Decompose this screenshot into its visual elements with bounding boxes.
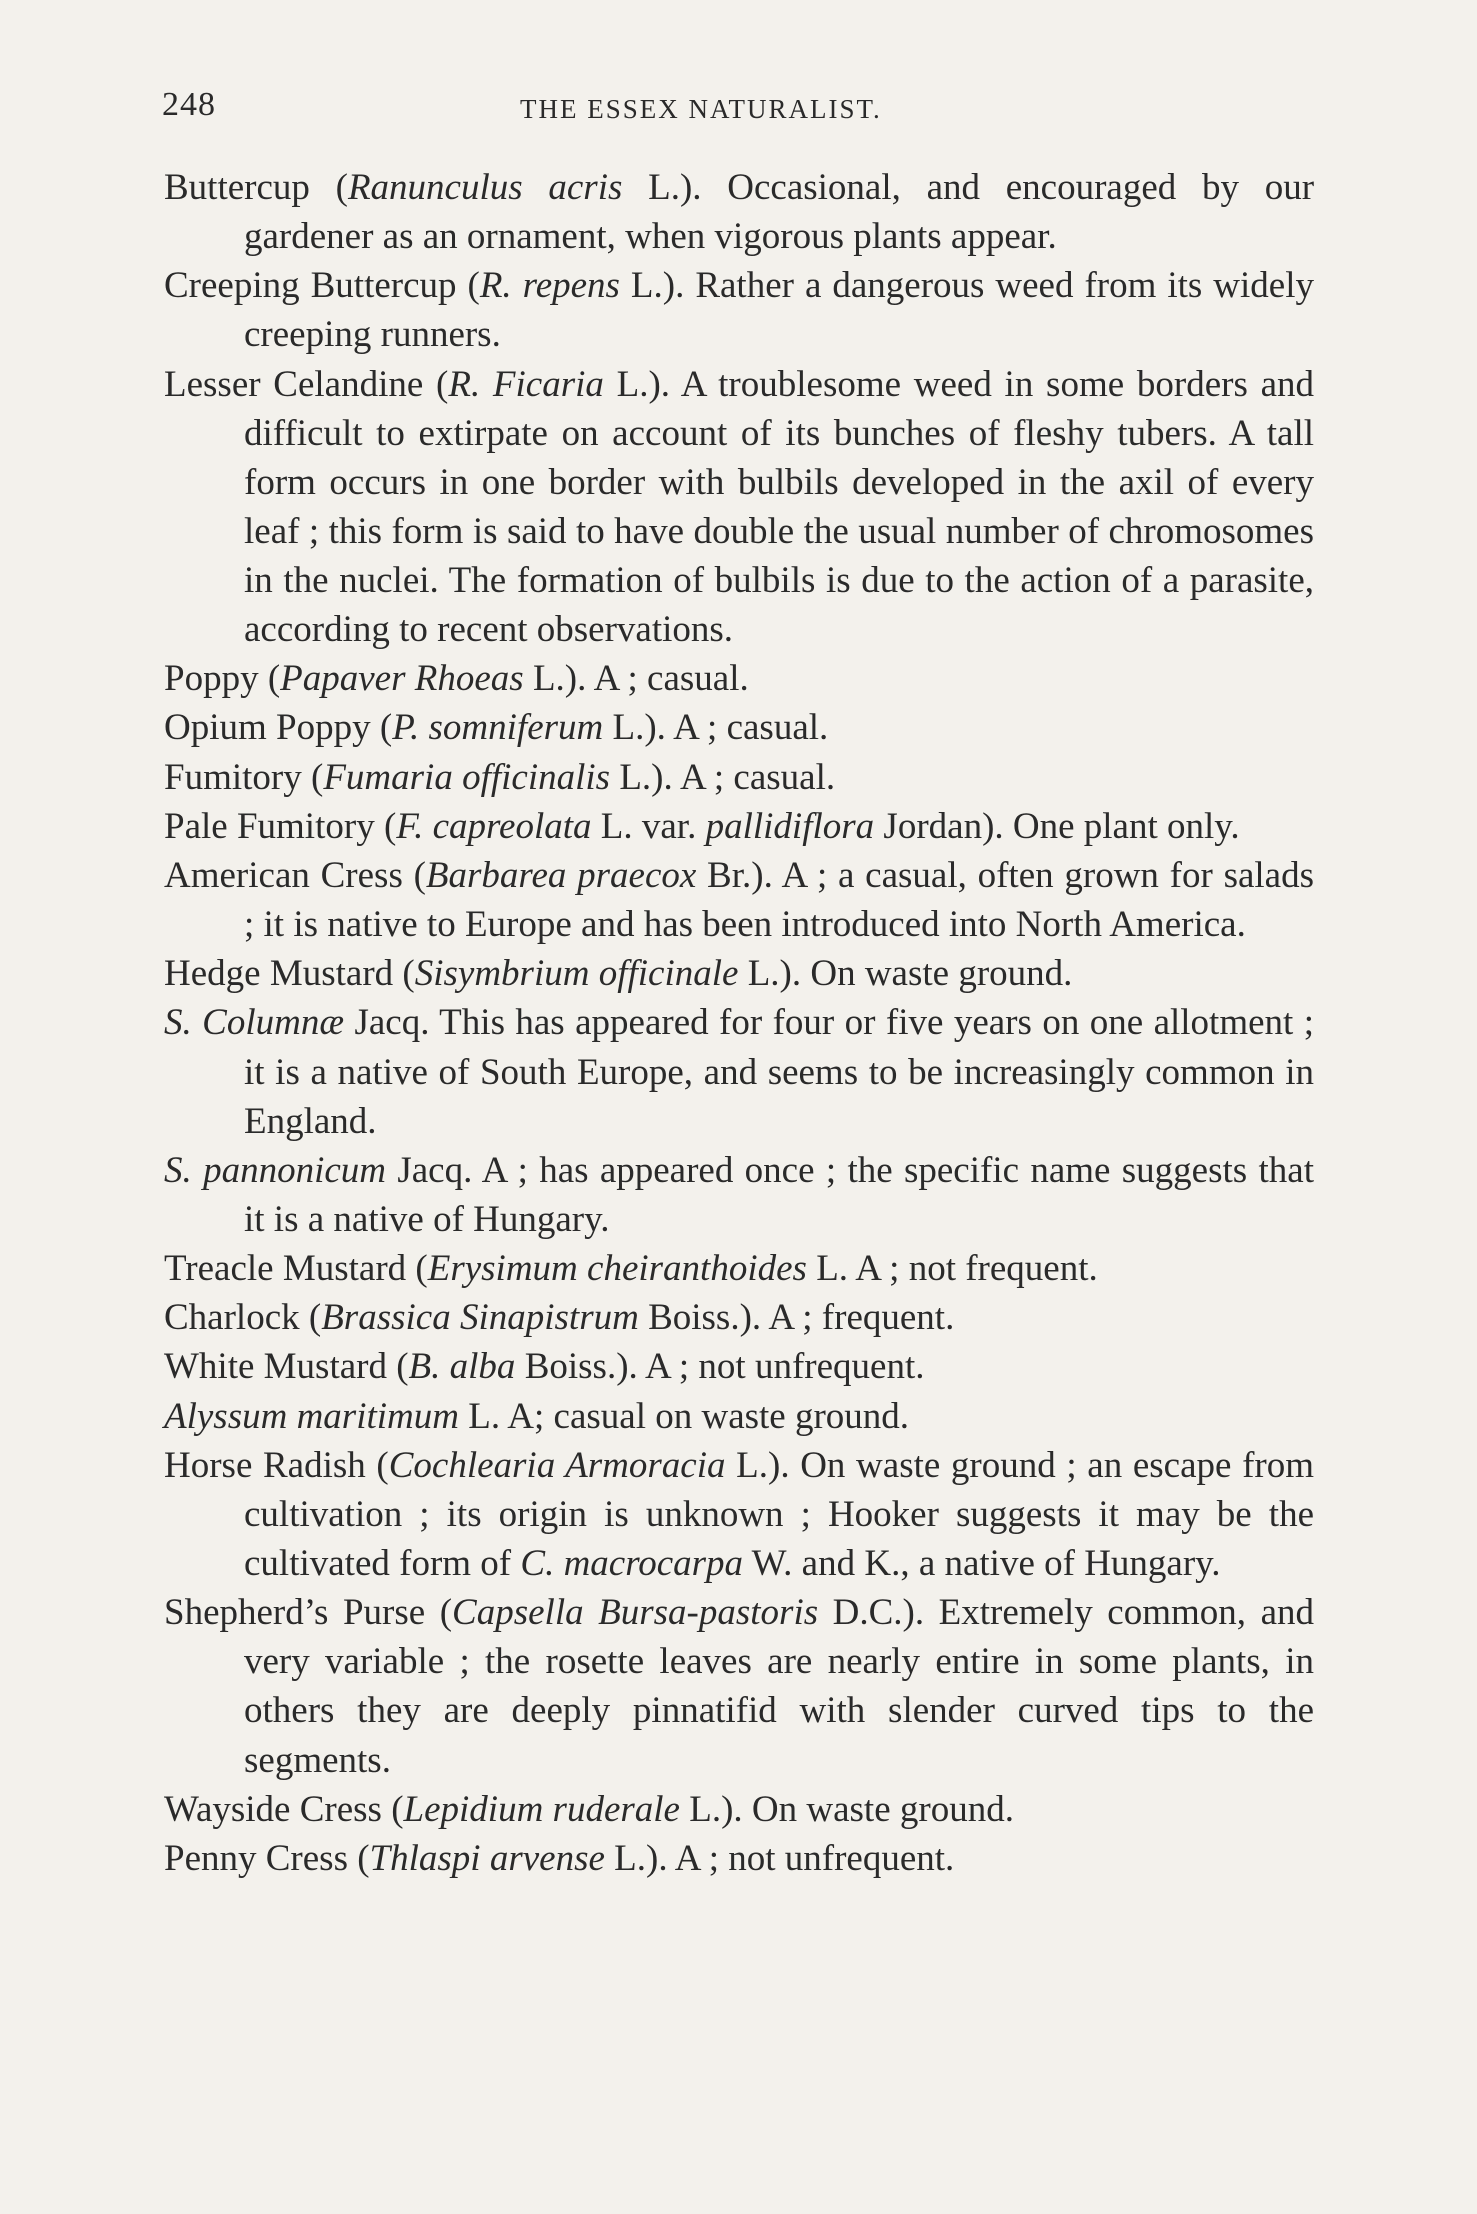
entry-text: Boiss.). A ; not unfrequent. (515, 1346, 925, 1388)
scientific-name: R. Ficaria (448, 363, 604, 405)
scientific-name: Capsella Bursa-pastoris (452, 1592, 819, 1634)
species-entry (164, 1146, 1314, 1244)
scientific-name: C. macrocarpa (520, 1543, 744, 1585)
entry-text: Poppy ( (164, 658, 281, 700)
entry-text: Wayside Cress ( (164, 1788, 404, 1830)
entry-text: L.). A ; casual. (610, 756, 836, 798)
entry-text: Jordan). One plant only. (874, 805, 1240, 847)
species-entry (164, 163, 1314, 261)
entry-text: L.). A ; casual. (523, 658, 749, 700)
entry-text: White Mustard ( (164, 1346, 409, 1388)
entry-text: L.). A ; casual. (603, 707, 829, 749)
entry-text: Penny Cress ( (164, 1837, 370, 1879)
entry-text: Hedge Mustard ( (164, 953, 415, 995)
entry-text: L.). Occasional, and encouraged by our gardener as an ornament, when vigorous plants appear. (244, 167, 1315, 258)
entry-text: Treacle Mustard ( (164, 1248, 428, 1290)
species-entry (164, 360, 1314, 655)
species-entry (164, 1785, 1314, 1834)
scientific-name: S. Columnæ (164, 1002, 345, 1044)
scientific-name: pallidiflora (705, 805, 875, 847)
species-entry (164, 851, 1314, 949)
entry-text: L.). A troublesome weed in some borders and difficult to extirpate on account of its bunches of fleshy tubers. A tall form occurs in one border with bulbils developed in the axil of every leaf ; this form is said to have double the usual number of chromosomes in the nuclei. The formation of bulbils is due to the action of a parasite, according to recent observations. (244, 363, 1314, 651)
scientific-name: F. capreolata (396, 805, 592, 847)
species-list (164, 163, 1314, 1883)
species-entry (164, 1342, 1314, 1391)
scientific-name: Erysimum cheiranthoides (427, 1248, 807, 1290)
entry-text: L. A; casual on waste ground. (458, 1395, 910, 1437)
entry-text: L. A ; not frequent. (806, 1248, 1098, 1290)
scientific-name: Brassica Sinapistrum (321, 1297, 639, 1339)
entry-text: Br.). A ; a casual, often grown for salads ; it is native to Europe and has been introduced into North America. (244, 854, 1314, 946)
entry-text: Charlock ( (164, 1297, 322, 1339)
entry-text: Buttercup ( (164, 167, 348, 208)
species-entry (164, 1244, 1314, 1293)
species-entry (164, 1834, 1314, 1883)
entry-text: L.). A ; not unfrequent. (604, 1837, 955, 1879)
entry-text: W. and K., a native of Hungary. (743, 1543, 1221, 1585)
entry-text: L.). Rather a dangerous weed from its widely creeping runners. (244, 265, 1314, 356)
running-head: THE ESSEX NATURALIST. (520, 94, 882, 124)
scientific-name: Thlaspi arvense (369, 1837, 605, 1879)
entry-text: Opium Poppy ( (164, 707, 393, 749)
entry-text: Creeping Buttercup ( (164, 265, 480, 307)
species-entry (164, 1392, 1314, 1441)
entry-text: Boiss.). A ; frequent. (638, 1297, 955, 1339)
scientific-name: B. alba (408, 1346, 516, 1388)
species-entry (164, 703, 1314, 752)
species-entry (164, 1588, 1314, 1784)
scientific-name: Lepidium ruderale (403, 1788, 680, 1830)
entry-text: Horse Radish ( (164, 1444, 389, 1486)
entry-text: L.). On waste ground. (738, 953, 1073, 995)
scientific-name: Alyssum maritimum (164, 1395, 459, 1437)
species-entry (164, 802, 1314, 851)
entry-text: D.C.). Extremely common, and very variable ; the rosette leaves are nearly entire in some plants, in others they are deeply pinnatifid with slender curved tips to the segments. (244, 1592, 1314, 1781)
scientific-name: Papaver Rhoeas (280, 658, 524, 700)
scientific-name: R. repens (479, 265, 620, 307)
entry-text: Jacq. This has appeared for four or five years on one allotment ; it is a native of South Europe, and seems to be increasingly common in England. (244, 1002, 1315, 1142)
scientific-name: Barbarea praecox (425, 854, 697, 896)
species-entry (164, 949, 1314, 998)
species-entry (164, 1441, 1314, 1588)
entry-text: Pale Fumitory ( (164, 805, 397, 847)
entry-text: L.). On waste ground ; an escape from cultivation ; its origin is unknown ; Hooker suggests it may be the cultivated form of (244, 1444, 1315, 1585)
scientific-name: Cochlearia Armoracia (388, 1444, 726, 1486)
scientific-name: Ranunculus acris (347, 167, 623, 208)
entry-text: Jacq. A ; has appeared once ; the specific name suggests that it is a native of Hungary. (244, 1149, 1314, 1240)
scientific-name: Sisymbrium officinale (414, 953, 739, 995)
entry-text: Shepherd’s Purse ( (164, 1592, 453, 1634)
species-entry (164, 998, 1314, 1145)
species-entry (164, 753, 1314, 802)
scientific-name: P. somniferum (392, 707, 604, 749)
page-number: 248 (162, 86, 216, 123)
entry-text: Lesser Celandine ( (164, 363, 449, 405)
species-entry (164, 261, 1314, 359)
entry-text: L. var. (591, 805, 706, 847)
species-entry (164, 1293, 1314, 1342)
entry-text: L.). On waste ground. (679, 1788, 1014, 1830)
scientific-name: S. pannonicum (164, 1149, 386, 1191)
species-entry (164, 654, 1314, 703)
scientific-name: Fumaria officinalis (323, 756, 611, 798)
entry-text: American Cress ( (164, 854, 426, 896)
entry-text: Fumitory ( (164, 756, 324, 798)
